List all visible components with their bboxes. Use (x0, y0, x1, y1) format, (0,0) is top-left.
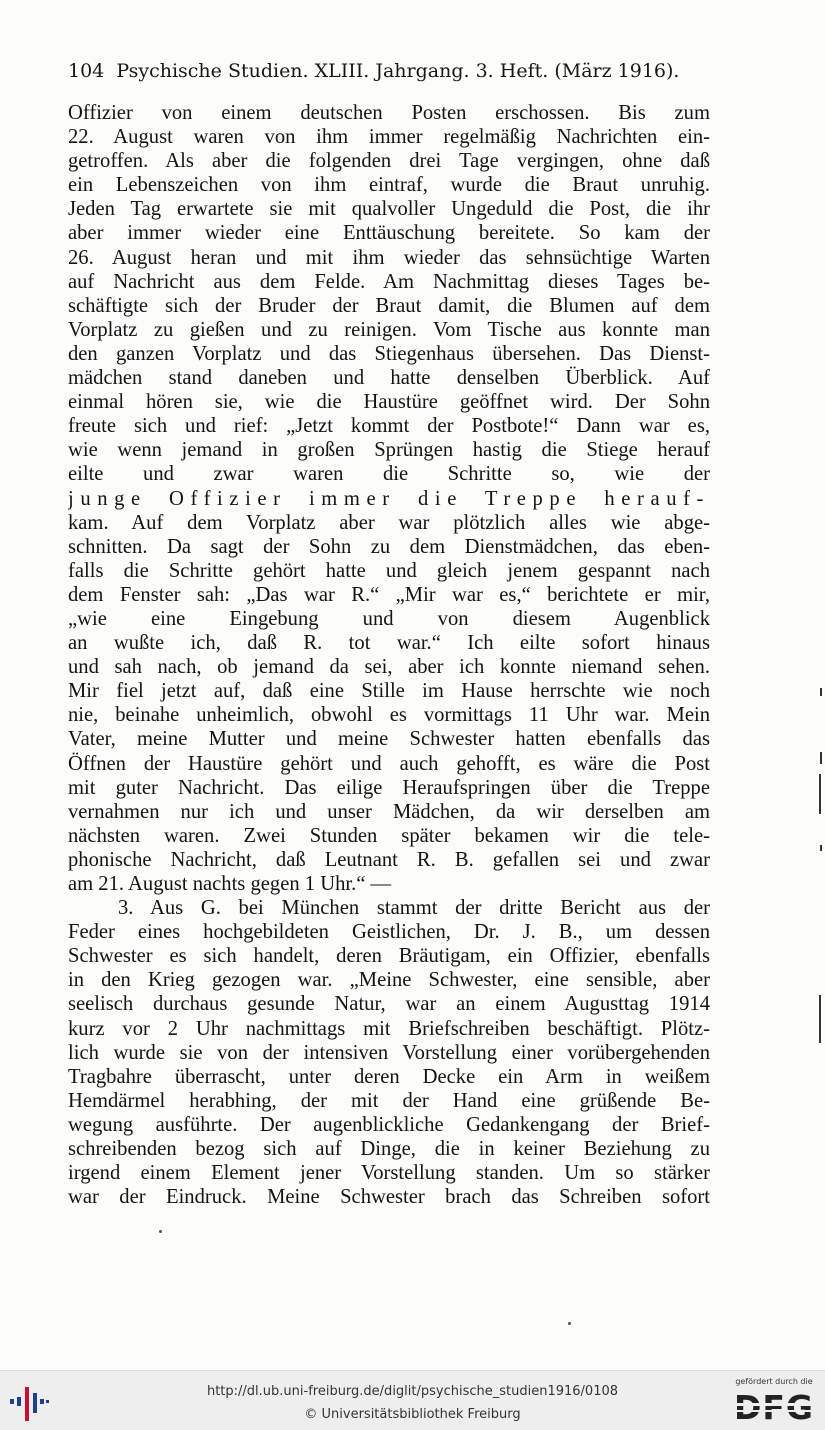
body-text (68, 101, 710, 1209)
text-line: Feder eines hochgebildeten Geistlichen, Dr. J. B., um dessen (68, 921, 710, 944)
copyright-notice: © Universitätsbibliothek Freiburg (304, 1407, 521, 1422)
text-line: den ganzen Vorplatz und das Stiegenhaus übersehen. Das Dienst- (68, 342, 710, 365)
text-line: 26. August heran und mit ihm wieder das sehnsüchtige Warten (68, 246, 710, 269)
margin-mark (820, 845, 822, 851)
text-line: Schwester es sich handelt, deren Bräutigam, ein Offizier, ebenfalls (68, 945, 710, 968)
page-number: 104 (68, 60, 105, 82)
text-line: phonische Nachricht, daß Leutnant R. B. gefallen sei und zwar (68, 848, 710, 871)
text-line-spaced: eilte und zwar waren die Schritte so, wie der (68, 463, 710, 486)
text-line: Öffnen der Haustüre gehört und auch gehofft, es wäre die Post (68, 752, 710, 775)
text-line: schnitten. Da sagt der Sohn zu dem Dienstmädchen, das eben- (68, 535, 710, 558)
dfg-wordmark-icon (730, 1389, 818, 1423)
text-line: 22. August waren von ihm immer regelmäßig Nachrichten ein- (68, 126, 710, 149)
text-line: und sah nach, ob jemand da sei, aber ich konnte niemand sehen. (68, 656, 710, 679)
scan-speck (159, 1230, 162, 1233)
text-line: wie wenn jemand in großen Sprüngen hastig die Stiege herauf (68, 439, 710, 462)
text-line: einmal hören sie, wie die Haustüre geöffnet wird. Der Sohn (68, 391, 710, 414)
footer-bar (0, 1370, 825, 1430)
paragraph-end-line: am 21. August nachts gegen 1 Uhr.“ — (68, 873, 392, 895)
text-line: vernahmen nur ich und unser Mädchen, da wir derselben am (68, 800, 710, 823)
margin-mark (820, 752, 822, 764)
running-head (68, 58, 708, 84)
margin-mark (819, 995, 821, 1043)
text-line: irgend einem Element jener Vorstellung standen. Um so stärker (68, 1162, 710, 1185)
text-line: kurz vor 2 Uhr nachmittags mit Briefschreiben beschäftigt. Plötz- (68, 1017, 710, 1040)
dfg-caption: gefördert durch die (735, 1377, 813, 1386)
text-line: Vorplatz zu gießen und zu reinigen. Vom Tische aus konnte man (68, 318, 710, 341)
text-line: Jeden Tag erwartete sie mit qualvoller Ungeduld die Post, die ihr (68, 198, 710, 221)
text-line-spaced: „wie eine Eingebung und von diesem Augenblick (68, 607, 710, 630)
text-line: nie, beinahe unheimlich, obwohl es vormittags 11 Uhr war. Mein (68, 704, 710, 727)
text-line: aber immer wieder eine Enttäuschung bereitete. So kam der (68, 222, 710, 245)
margin-mark (820, 688, 822, 696)
text-line: freute sich und rief: „Jetzt kommt der Postbote!“ Dann war es, (68, 415, 710, 438)
text-line: schäftigte sich der Bruder der Braut damit, die Blumen auf dem (68, 294, 710, 317)
paragraph-start-line: 3. Aus G. bei München stammt der dritte Bericht aus der (118, 897, 710, 920)
text-line: Tragbahre überrascht, unter deren Decke ein Arm in weißem (68, 1065, 710, 1088)
text-line: mädchen stand daneben und hatte denselben Überblick. Auf (68, 367, 710, 390)
text-line: Hemdärmel herabhing, der mit der Hand eine grüßende Be- (68, 1089, 710, 1112)
text-line: lich wurde sie von der intensiven Vorstellung einer vorübergehenden (68, 1041, 710, 1064)
text-line: in den Krieg gezogen war. „Meine Schwester, eine sensible, aber (68, 969, 710, 992)
text-line: Mir fiel jetzt auf, daß eine Stille im Hause herrschte wie noch (68, 680, 710, 703)
text-line: auf Nachricht aus dem Felde. Am Nachmittag dieses Tages be- (68, 270, 710, 293)
scan-speck (568, 1322, 571, 1325)
text-line: Offizier von einem deutschen Posten erschossen. Bis zum (68, 102, 710, 124)
text-line: ein Lebenszeichen von ihm eintraf, wurde die Braut unruhig. (68, 174, 710, 197)
text-line-spaced: junge Offizier immer die Treppe herauf- (68, 487, 710, 510)
text-line: wegung ausführte. Der augenblickliche Gedankengang der Brief- (68, 1113, 710, 1136)
dfg-logo[interactable] (728, 1377, 820, 1427)
text-line: seelisch durchaus gesunde Natur, war an einem Augusttag 1914 (68, 993, 710, 1016)
permalink-url[interactable]: http://dl.ub.uni-freiburg.de/diglit/psychische_studien1916/0108 (206, 1384, 619, 1399)
text-line: dem Fenster sah: „Das war R.“ „Mir war es,“ berichtete er mir, (68, 583, 710, 606)
text-line: Vater, meine Mutter und meine Schwester hatten ebenfalls das (68, 728, 710, 751)
text-line: falls die Schritte gehört hatte und gleich jenem gespannt nach (68, 559, 710, 582)
text-line: nächsten waren. Zwei Stunden später bekamen wir die tele- (68, 824, 710, 847)
margin-mark (819, 774, 821, 814)
text-line: war der Eindruck. Meine Schwester brach das Schreiben sofort (68, 1186, 710, 1209)
text-line: kam. Auf dem Vorplatz aber war plötzlich alles wie abge- (68, 511, 710, 534)
text-line: schreibenden bezog sich auf Dinge, die in keiner Beziehung zu (68, 1138, 710, 1161)
running-title: Psychische Studien. XLIII. Jahrgang. 3. Heft. (März 1916). (116, 60, 680, 82)
text-line: mit guter Nachricht. Das eilige Heraufspringen über die Treppe (68, 776, 710, 799)
text-line: getroffen. Als aber die folgenden drei Tage vergingen, ohne daß (68, 150, 710, 173)
text-line-spaced: an wußte ich, daß R. tot war.“ Ich eilte sofort hinaus (68, 632, 710, 655)
